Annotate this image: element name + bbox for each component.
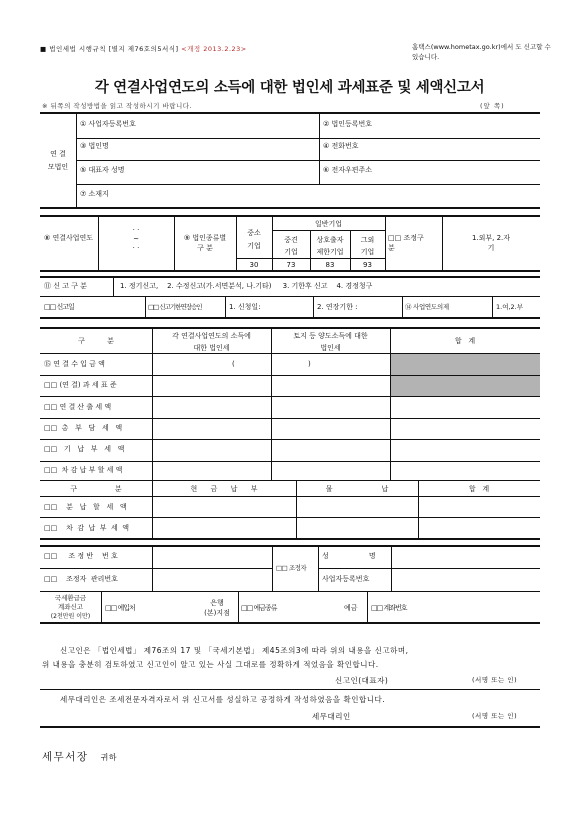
border [40,276,540,278]
form-title: 각 연결사업연도의 소득에 대한 법인세 과세표준 및 세액신고서 [94,80,485,96]
adjuster-name-label: 성 명 [322,552,376,560]
divider [40,568,272,569]
border [40,112,540,114]
agent-label: 세무대리인 [312,712,351,721]
adjustment-type-value[interactable]: 1.외부, 2.자 기 [471,234,511,252]
border [40,538,540,540]
divider [40,591,540,592]
paren-open: ( [232,360,235,368]
agent-signature[interactable]: (서명 또는 인) [472,712,518,720]
amendment-date: <개정 2013.2.23> [181,45,247,53]
divider [238,592,239,622]
refund-account-label: 국세환급금 계좌신고 (2천만원 이만) [50,594,91,620]
divider [152,546,153,591]
adjustment-type-label: □□ 조정구 분 [388,234,424,252]
table-row-tax-base: □□ (연 결) 과 세 표 준 [44,381,117,389]
border [40,207,540,209]
adjuster-mgmt-no-label: □□ 조정자 관리번호 [44,575,118,583]
divider [492,297,493,317]
application-date-field[interactable]: 1. 신청일: [229,303,261,311]
instructions-note: ※ 뒤쪽의 작성방법을 읽고 작성하시기 바랍니다. [42,102,193,110]
law-reference: ■ 법인세법 시행규칙 [별지 제76호의5서식] <개정 2013.2.23> [40,45,247,53]
adjuster-label: □□ 조정자 [276,564,307,572]
divider [113,277,114,296]
paren-close: ) [308,360,311,368]
adjuster-bizno-label: 사업자등록번호 [322,575,370,583]
border [40,270,540,272]
general-corp-header: 일반기업 [314,220,343,228]
divider [390,328,391,480]
border [40,622,540,624]
divider [101,592,102,622]
table-row-revenue: ⑮ 연 결 수 입 금 액 [44,360,105,368]
deemed-year-value[interactable]: 1.여,2.부 [496,303,524,311]
account-number-field[interactable]: □□ 계좌번호 [371,604,407,612]
form-header [40,42,551,66]
table-header-total: 합 계 [454,337,476,345]
mid-corp-header: 중견 기업 [284,236,298,256]
filer-label: 신고인(대표자) [335,676,389,685]
sme-header: 중소 기업 [247,229,261,250]
corp-reg-no-field[interactable]: ② 법인등록번호 [323,120,373,128]
other-corp-header: 그외 기업 [360,236,375,256]
divider [76,160,540,161]
parent-label: 연 결 모법인 [47,150,69,171]
hometax-note: 홈택스(www.hometax.go.kr)에서 도 신고할 수 있습니다. [412,43,551,61]
honorific: 귀하 [100,753,118,762]
table-header-land-tax: 토지 등 양도소득에 대한 법인세 [293,332,368,352]
divider [391,546,392,591]
sme-code: 30 [249,261,259,269]
divider [319,113,320,184]
subtable-header-inkind: 물 납 [325,485,389,493]
extended-deadline-field[interactable]: 2. 연장기한 : [317,303,358,311]
consolidated-year-label: ⑧ 연결사업연도 [44,234,94,242]
extension-approval-label: □□ 신고기한연장승인 [148,303,202,311]
ceo-name-field[interactable]: ⑤ 대표자 성명 [80,166,125,174]
table-header-income-tax: 각 연결사업연도의 소득에 대한 법인세 [172,332,251,352]
divider [367,592,368,622]
divider [385,216,386,270]
divider [318,568,540,569]
divider [76,184,540,185]
biz-reg-no-field[interactable]: ① 사업자등록번호 [80,120,136,128]
divider [40,439,540,440]
phone-field[interactable]: ④ 전화번호 [323,142,359,150]
tax-office-addressee: 세무서장 귀하 [42,751,118,763]
other-corp-code: 93 [363,261,372,269]
divider [152,328,153,538]
divider [40,418,540,419]
subtable-header-total: 합 계 [468,485,490,493]
filing-type-label: ⑪ 신 고 구 분 [44,282,87,290]
divider [40,689,540,690]
email-field[interactable]: ⑥ 전자우편주소 [323,166,373,174]
deposit-type-field[interactable]: □□ 예금종류 [241,604,277,612]
border [40,327,540,329]
border [40,545,540,547]
divider [272,546,273,591]
divider [40,396,540,397]
table-row-calculated-tax: □□ 연 결 산 출 세 액 [44,403,112,411]
corp-name-field[interactable]: ③ 법인명 [80,142,109,150]
corp-type-label: ⑨ 법인종류별 구 분 [183,234,227,252]
divider [40,517,540,518]
adjustment-team-no-label: □□ 조 정 반 번 호 [44,552,118,560]
mutual-corp-code: 83 [325,261,335,269]
shaded-cell [391,376,540,396]
deemed-year-label: ⑭ 사업연도의제 [405,303,449,311]
divider [225,297,226,317]
mid-corp-code: 73 [286,261,296,269]
declaration-line-2: 위 내용을 충분히 검토하였고 신고인이 알고 있는 사실 그대로를 정확하게 적었음을 확인합니다. [42,660,379,669]
table-row-installment: □□ 분 납 할 세 액 [44,503,127,511]
mutual-corp-header: 상호출자 제한기업 [316,236,344,256]
page-side: (앞 쪽) [480,102,505,110]
table-header-division: 구 분 [78,337,114,345]
bank-field[interactable]: □□ 예입처 [105,604,135,612]
table-row-total-burden: □□ 총 부 담 세 액 [44,424,123,432]
divider [40,296,540,297]
table-row-payable: □□ 차 감 납 부 할 세 액 [44,466,123,474]
filing-type-options[interactable]: 1. 정기신고, 2. 수정신고(가.서면분석, 나.기타) 3. 기한후 신고 4. 경정청구 [120,282,373,290]
period-field[interactable]: · · ~ · · [132,226,140,252]
border [40,317,540,319]
divider [313,297,314,317]
border [40,726,540,728]
divider [76,138,540,139]
table-row-prepaid: □□ 기 납 부 세 액 [44,445,125,453]
subtable-header-cash: 현 금 납 부 [190,485,258,493]
divider [40,461,540,462]
divider [145,297,146,317]
divider [76,113,77,207]
filer-signature[interactable]: (서명 또는 인) [472,676,518,684]
divider [40,480,540,481]
table-row-net-payment: □□ 차 감 납 부 세 액 [44,524,129,532]
divider [272,230,385,231]
shaded-cell [391,354,540,375]
deposit-label: 예금 [344,604,358,612]
divider [402,297,403,317]
border [40,215,540,217]
divider [318,546,319,591]
agent-declaration: 세무대리인은 조세전문자격자로서 위 신고서를 성실하고 공정하게 작성하였음을 확인합니다. [60,695,386,704]
declaration-line-1: 신고인은 「법인세법」 제76조의 17 및 「국세기본법」 제45조의3에 따라 위의 내용을 신고하며, [60,646,409,655]
subtable-header-division: 구 분 [70,485,122,493]
filing-date-field[interactable]: □□ 신고일 [44,303,74,311]
divider [40,496,540,497]
address-field[interactable]: ⑦ 소재지 [80,190,109,198]
branch-label: 은행 (본)지점 [204,599,230,617]
